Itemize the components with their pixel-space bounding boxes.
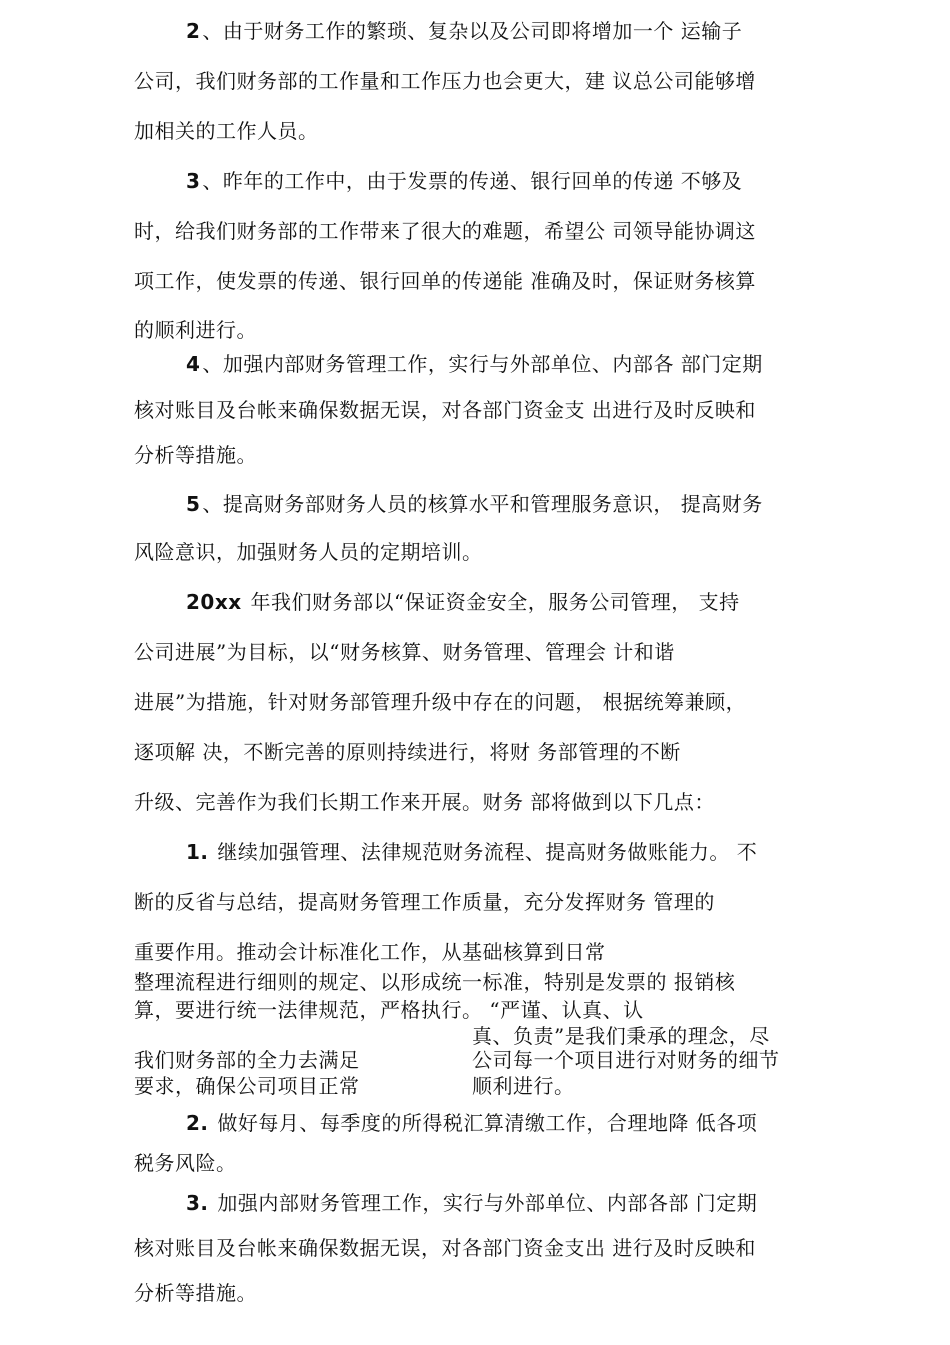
text-line: 分析等措施。 (134, 443, 257, 467)
item-number: 3 (186, 169, 201, 193)
text-line: 核对账目及台帐来确保数据无误，对各部门资金支 出进行及时反映和 (134, 398, 756, 422)
text-line: 3 、昨年的工作中，由于发票的传递、银行回单的传递 不够及 (186, 169, 743, 193)
text-line: 公司每一个项目进行对财务的细节 (472, 1048, 780, 1072)
item-number: 1. (186, 840, 209, 864)
text-line: 2 、由于财务工作的繁琐、复杂以及公司即将增加一个 运输子 (186, 19, 743, 43)
text-line: 税务风险。 (134, 1151, 237, 1175)
text-line: 3. 加强内部财务管理工作，实行与外部单位、内部各部 门定期 (186, 1191, 758, 1215)
text-line: 逐项解 决，不断完善的原则持续进行，将财 务部管理的不断 (134, 740, 681, 764)
text-line: 20xx 年我们财务部以“保证资金安全，服务公司管理， 支持 (186, 590, 740, 614)
text-line: 要求，确保公司项目正常 (134, 1074, 360, 1098)
text-line: 加相关的工作人员。 (134, 119, 319, 143)
text-line: 真、负责”是我们秉承的理念，尽 (472, 1024, 770, 1048)
text-line: 重要作用。推动会计标准化工作，从基础核算到日常 (134, 940, 606, 964)
item-number: 3. (186, 1191, 209, 1215)
text-line: 我们财务部的全力去满足 (134, 1048, 360, 1072)
text-line: 算，要进行统一法律规范，严格执行。 “严谨、认真、认 (134, 998, 644, 1022)
text-line: 时，给我们财务部的工作带来了很大的难题，希望公 司领导能协调这 (134, 219, 756, 243)
item-number: 4 (186, 352, 201, 376)
text-line: 项工作，使发票的传递、银行回单的传递能 准确及时，保证财务核算 (134, 269, 756, 293)
text-line: 顺利进行。 (472, 1074, 575, 1098)
item-number: 2. (186, 1111, 209, 1135)
item-number: 20xx (186, 590, 242, 614)
text-line: 5 、提高财务部财务人员的核算水平和管理服务意识， 提高财务 (186, 492, 763, 516)
item-number: 5 (186, 492, 201, 516)
text-line: 2. 做好每月、每季度的所得税汇算清缴工作，合理地降 低各项 (186, 1111, 758, 1135)
text-line: 分析等措施。 (134, 1281, 257, 1305)
text-line: 4 、加强内部财务管理工作，实行与外部单位、内部各 部门定期 (186, 352, 763, 376)
text-line: 升级、完善作为我们长期工作来开展。财务 部将做到以下几点： (134, 790, 715, 814)
text-line: 核对账目及台帐来确保数据无误，对各部门资金支出 进行及时反映和 (134, 1236, 756, 1260)
text-line: 断的反省与总结，提高财务管理工作质量，充分发挥财务 管理的 (134, 890, 715, 914)
text-line: 进展”为措施，针对财务部管理升级中存在的问题， 根据统筹兼顾， (134, 690, 747, 714)
text-line: 风险意识，加强财务人员的定期培训。 (134, 540, 483, 564)
text-line: 整理流程进行细则的规定、以形成统一标准，特别是发票的 报销核 (134, 970, 736, 994)
text-line: 公司进展”为目标，以“财务核算、财务管理、管理会 计和谐 (134, 640, 675, 664)
text-line: 的顺利进行。 (134, 318, 257, 342)
text-line: 公司，我们财务部的工作量和工作压力也会更大，建 议总公司能够增 (134, 69, 756, 93)
text-line: 1. 继续加强管理、法律规范财务流程、提高财务做账能力。 不 (186, 840, 758, 864)
item-number: 2 (186, 19, 201, 43)
